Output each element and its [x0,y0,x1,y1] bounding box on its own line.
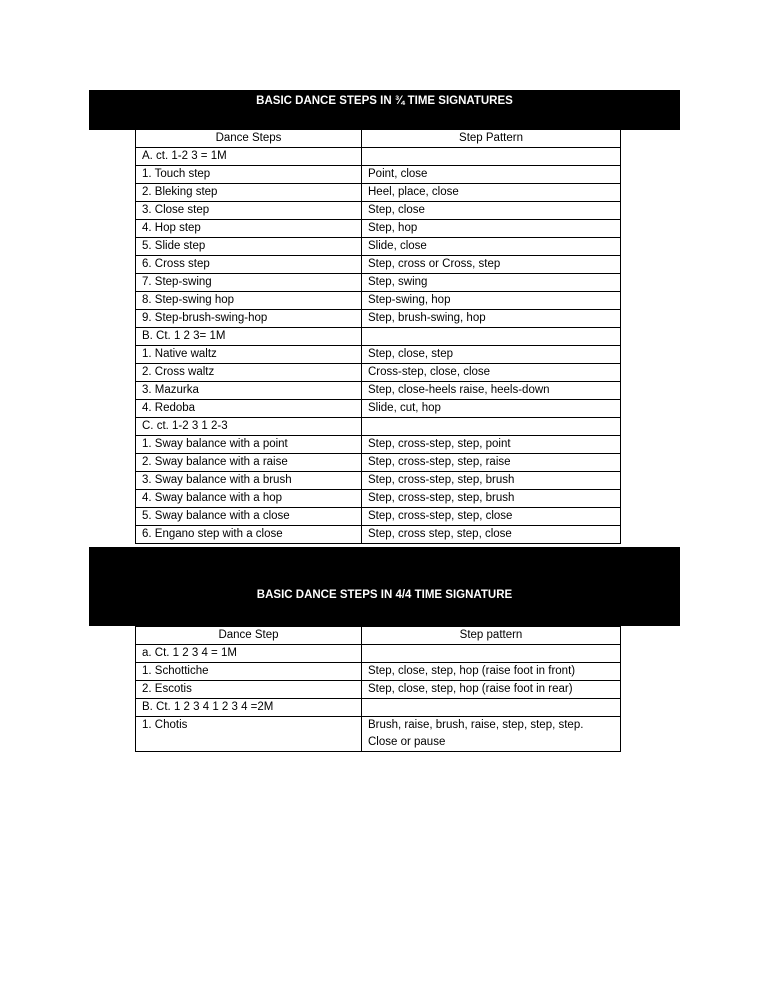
step-pattern-cell: Step, close [362,202,621,220]
table-row [136,364,621,382]
table-row [136,310,621,328]
section2-header-band [89,547,680,626]
dance-step-cell: 7. Step-swing [136,274,362,292]
table-header-row [136,627,621,645]
dance-step-cell: 4. Hop step [136,220,362,238]
dance-step-cell: 4. Redoba [136,400,362,418]
step-pattern-cell: Slide, cut, hop [362,400,621,418]
step-pattern-cell: Cross-step, close, close [362,364,621,382]
step-pattern-cell: Step, close, step, hop (raise foot in rear) [362,681,621,699]
table-row [136,292,621,310]
dance-step-cell: 2. Bleking step [136,184,362,202]
table-row [136,436,621,454]
dance-step-cell: 4. Sway balance with a hop [136,490,362,508]
table-row [136,382,621,400]
step-pattern-cell: Step, cross-step, step, brush [362,490,621,508]
step-pattern-cell: Heel, place, close [362,184,621,202]
column-header-dance-steps: Dance Steps [136,130,362,148]
dance-step-cell: a. Ct. 1 2 3 4 = 1M [136,645,362,663]
dance-step-cell: B. Ct. 1 2 3= 1M [136,328,362,346]
step-pattern-cell [362,699,621,717]
table-row [136,184,621,202]
step-pattern-cell [362,645,621,663]
step-pattern-cell: Step, close, step, hop (raise foot in front) [362,663,621,681]
table-row [136,717,621,752]
table-row [136,681,621,699]
table-row [136,346,621,364]
step-pattern-cell: Step, cross-step, step, point [362,436,621,454]
step-pattern-cell: Point, close [362,166,621,184]
step-pattern-cell [362,148,621,166]
dance-step-cell: 1. Touch step [136,166,362,184]
dance-step-cell: 6. Engano step with a close [136,526,362,544]
dance-step-cell: 5. Slide step [136,238,362,256]
table-row [136,238,621,256]
step-pattern-cell: Step, close, step [362,346,621,364]
step-pattern-cell [362,328,621,346]
section1-header-band [89,90,680,130]
table-row [136,400,621,418]
table-row [136,472,621,490]
step-pattern-cell: Step, cross-step, step, close [362,508,621,526]
section1-table [135,129,621,544]
step-pattern-cell: Step, close-heels raise, heels-down [362,382,621,400]
dance-step-cell: 6. Cross step [136,256,362,274]
dance-step-cell: C. ct. 1-2 3 1 2-3 [136,418,362,436]
step-pattern-cell [362,418,621,436]
table-row [136,508,621,526]
dance-step-cell: 8. Step-swing hop [136,292,362,310]
step-pattern-cell: Step, cross-step, step, raise [362,454,621,472]
step-pattern-cell: Slide, close [362,238,621,256]
table-row [136,148,621,166]
table-row [136,418,621,436]
step-pattern-cell: Step, hop [362,220,621,238]
dance-step-cell: 1. Chotis [136,717,362,752]
column-header-step-pattern: Step pattern [362,627,621,645]
dance-step-cell: 3. Sway balance with a brush [136,472,362,490]
step-pattern-cell: Step, cross-step, step, brush [362,472,621,490]
step-pattern-cell: Step, cross or Cross, step [362,256,621,274]
table-row [136,454,621,472]
dance-step-cell: 3. Close step [136,202,362,220]
step-pattern-cell: Step, cross step, step, close [362,526,621,544]
dance-step-cell: 3. Mazurka [136,382,362,400]
table-row [136,202,621,220]
dance-step-cell: 9. Step-brush-swing-hop [136,310,362,328]
column-header-step-pattern: Step Pattern [362,130,621,148]
table-row [136,220,621,238]
section1-title: BASIC DANCE STEPS IN ¾ TIME SIGNATURES [256,95,513,107]
dance-step-cell: B. Ct. 1 2 3 4 1 2 3 4 =2M [136,699,362,717]
step-pattern-cell: Step, brush-swing, hop [362,310,621,328]
table-row [136,256,621,274]
dance-step-cell: 2. Escotis [136,681,362,699]
table-row [136,699,621,717]
section2-table [135,626,621,752]
table-row [136,645,621,663]
dance-step-cell: 2. Cross waltz [136,364,362,382]
table-row [136,328,621,346]
dance-step-cell: 1. Schottiche [136,663,362,681]
table-row [136,166,621,184]
step-pattern-cell: Brush, raise, brush, raise, step, step, step. Close or pause [362,717,621,752]
table-header-row [136,130,621,148]
table-row [136,663,621,681]
table-row [136,274,621,292]
section2-title: BASIC DANCE STEPS IN 4/4 TIME SIGNATURE [256,589,513,601]
table-row [136,490,621,508]
dance-step-cell: 5. Sway balance with a close [136,508,362,526]
column-header-dance-step: Dance Step [136,627,362,645]
dance-step-cell: A. ct. 1-2 3 = 1M [136,148,362,166]
dance-step-cell: 2. Sway balance with a raise [136,454,362,472]
table-row [136,526,621,544]
step-pattern-cell: Step-swing, hop [362,292,621,310]
step-pattern-cell: Step, swing [362,274,621,292]
dance-step-cell: 1. Native waltz [136,346,362,364]
dance-step-cell: 1. Sway balance with a point [136,436,362,454]
